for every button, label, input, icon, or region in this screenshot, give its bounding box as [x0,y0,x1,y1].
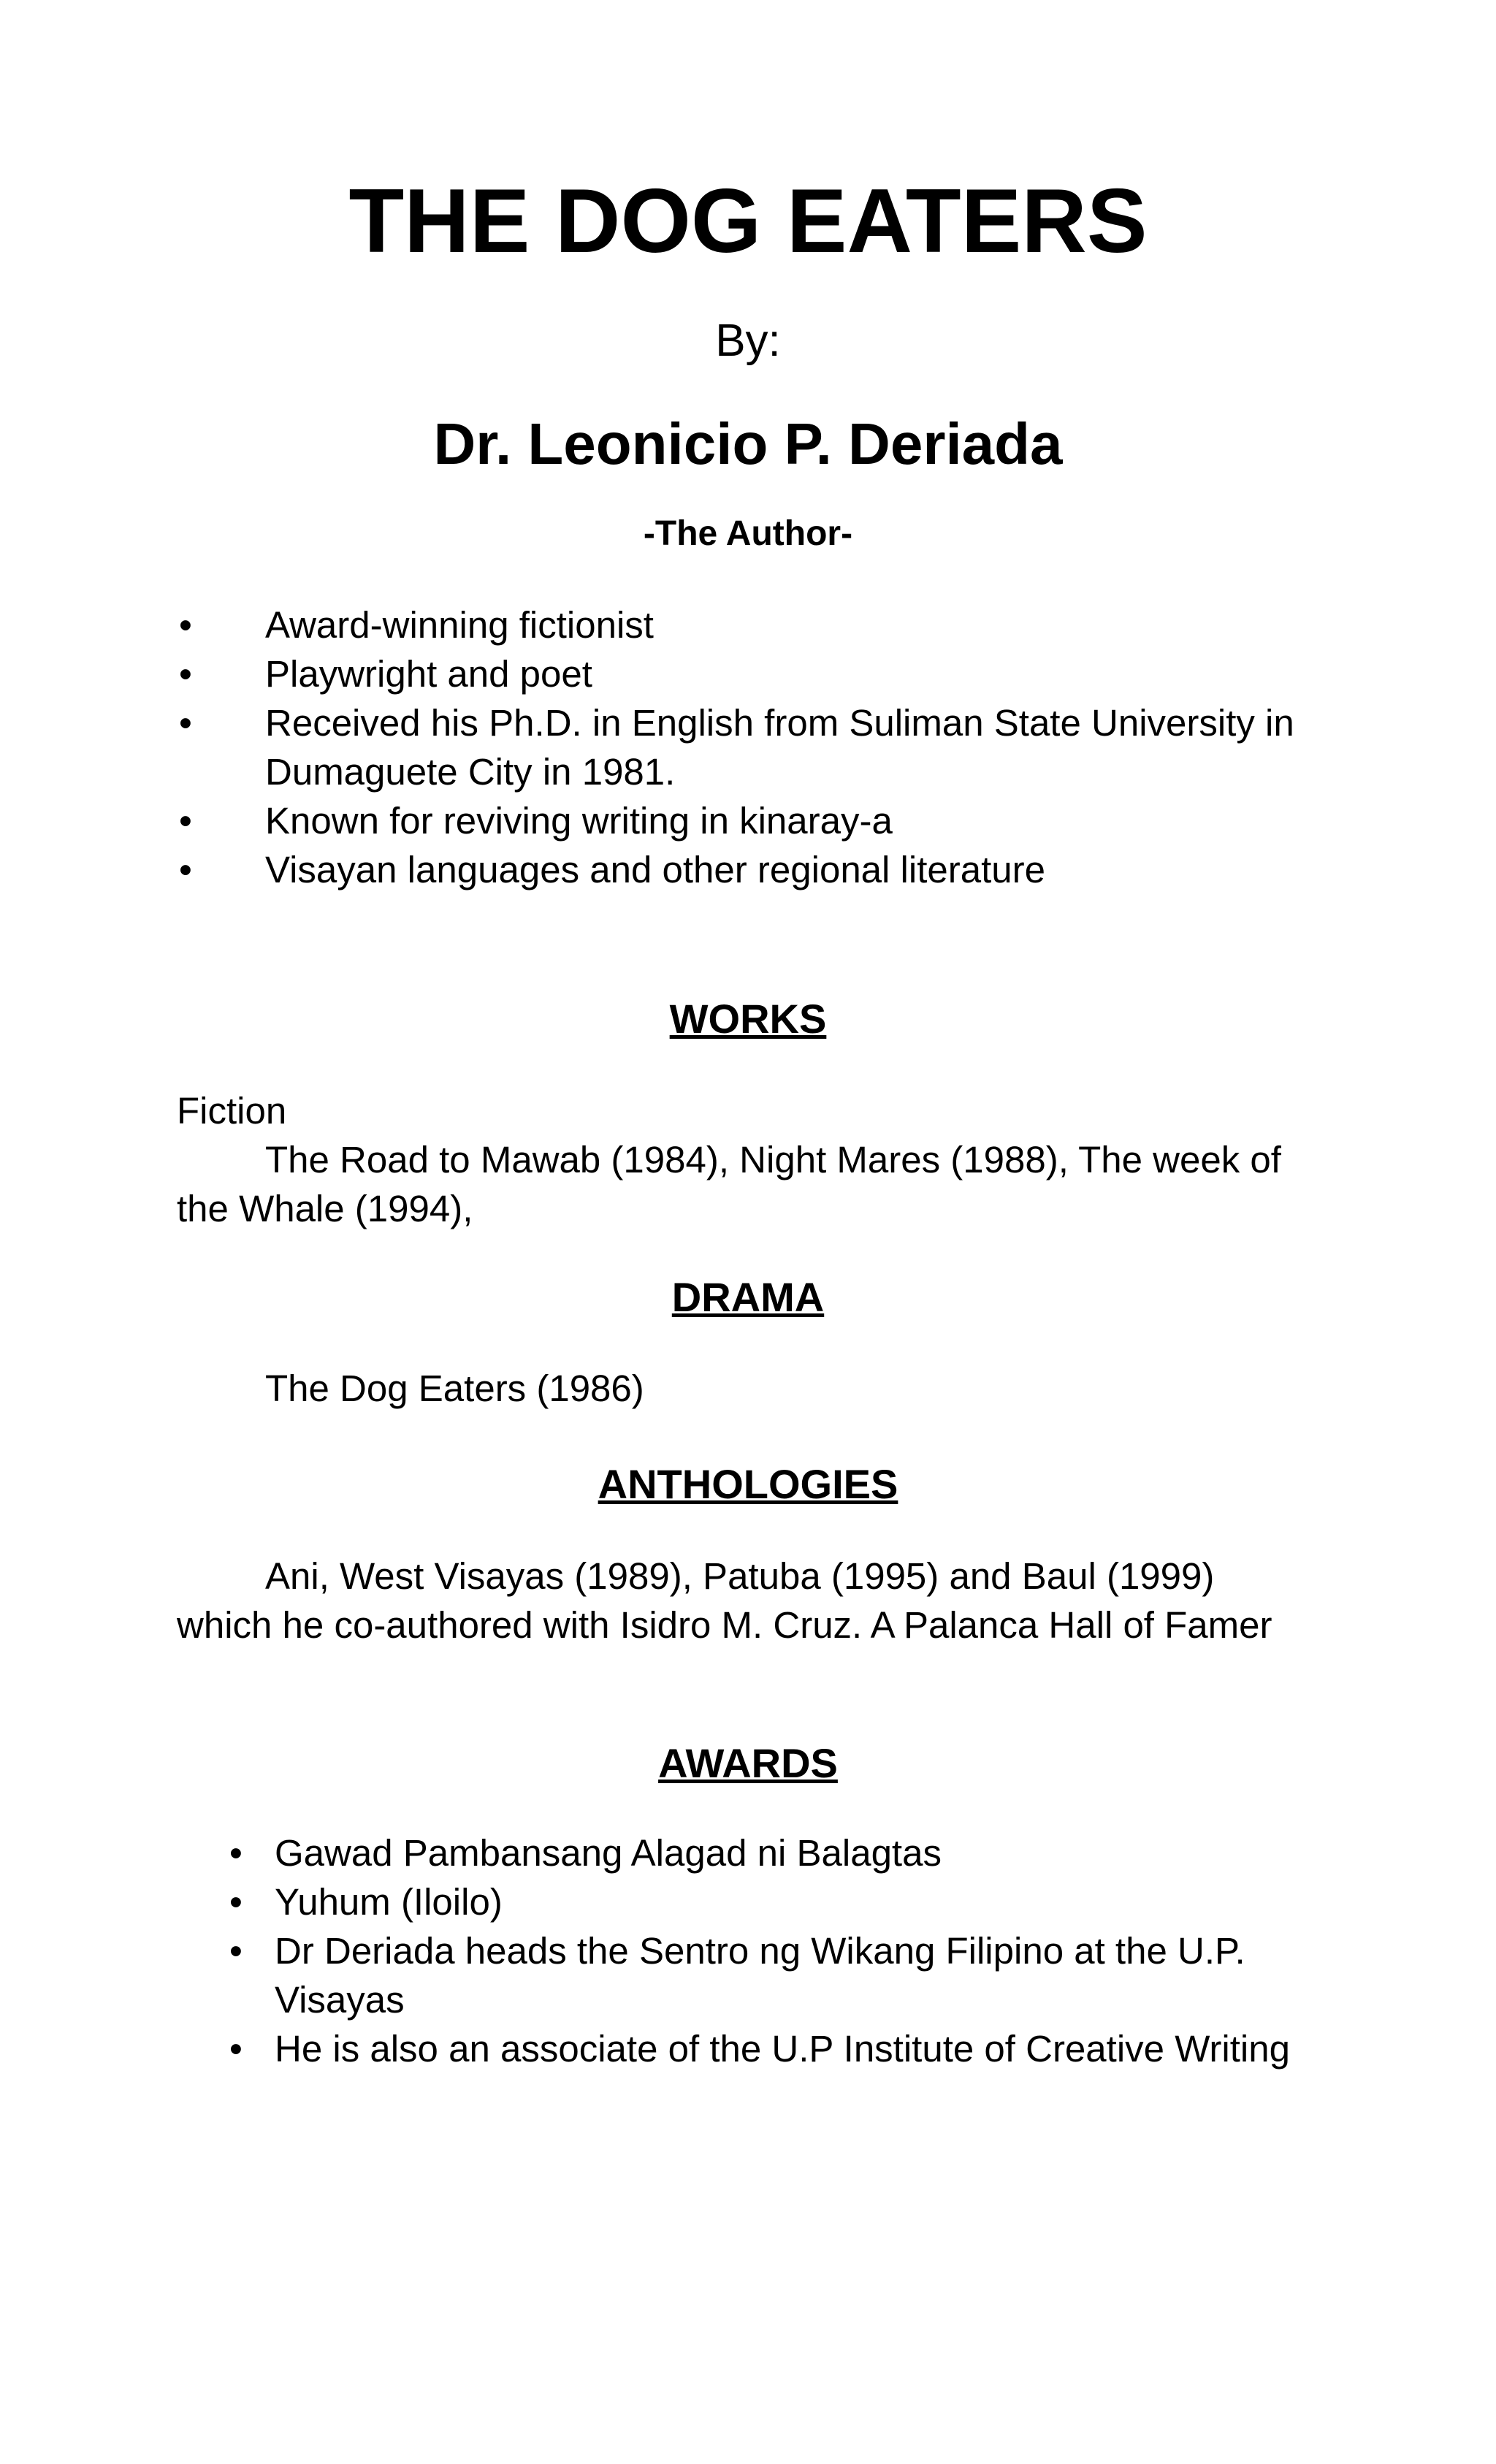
bullet-icon: • [179,849,192,890]
list-item [0,600,1496,649]
author-facts-list [0,600,1496,894]
bullet-icon: • [229,2028,243,2070]
anthologies-heading: ANTHOLOGIES [598,1461,898,1507]
bullet-icon: • [179,653,192,695]
anthologies-text: Ani, West Visayas (1989), Patuba (1995) and Baul (1999) which he co-authored with Isidro M. Cruz. A Palanca Hall of Famer [177,1555,1272,1646]
works-section [177,1086,1316,1233]
list-item [0,845,1496,894]
by-label: By: [715,316,781,366]
drama-text: The Dog Eaters (1986) [265,1368,644,1409]
author-fact-text: Award-winning fictionist [265,604,654,646]
works-category: Fiction [177,1090,287,1132]
bullet-icon: • [229,1930,243,1972]
award-text: He is also an associate of the U.P Institute of Creative Writing [275,2028,1290,2070]
list-item [0,1828,1496,1877]
author-label: -The Author- [643,514,853,553]
award-text: Gawad Pambansang Alagad ni Balagtas [275,1832,942,1874]
works-text: The Road to Mawab (1984), Night Mares (1988), The week of the Whale (1994), [177,1139,1281,1229]
list-item [0,2024,1496,2073]
author-fact-text: Visayan languages and other regional literature [265,849,1045,890]
list-item [0,649,1496,698]
author-name: Dr. Leonicio P. Deriada [433,411,1063,476]
bullet-icon: • [229,1881,243,1923]
list-item [0,1926,1496,2024]
author-fact-text: Playwright and poet [265,653,592,695]
bullet-icon: • [179,702,192,744]
author-fact-text: Received his Ph.D. in English from Suliman State University in Dumaguete City in 1981. [265,702,1294,793]
bullet-icon: • [179,800,192,842]
works-heading: WORKS [669,996,827,1042]
list-item [0,796,1496,845]
awards-heading: AWARDS [658,1740,838,1786]
bullet-icon: • [229,1832,243,1874]
awards-list [0,1828,1496,2073]
bullet-icon: • [179,604,192,646]
author-fact-text: Known for reviving writing in kinaray-a [265,800,893,842]
list-item [0,1877,1496,1926]
award-text: Dr Deriada heads the Sentro ng Wikang Filipino at the U.P. Visayas [275,1930,1245,2021]
drama-heading: DRAMA [671,1274,825,1320]
page-title: THE DOG EATERS [348,171,1148,272]
list-item [0,698,1496,796]
award-text: Yuhum (Iloilo) [275,1881,503,1923]
